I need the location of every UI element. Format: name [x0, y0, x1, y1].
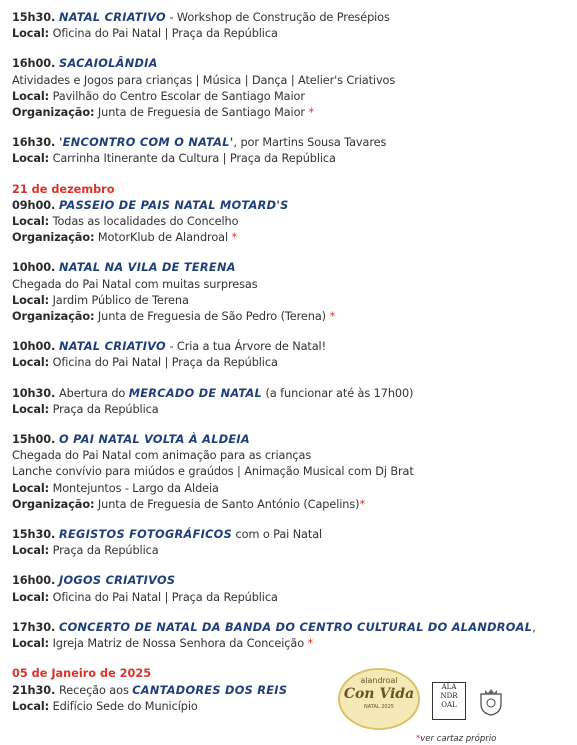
event-date: 05 de Janeiro de 2025 — [12, 667, 152, 681]
event-text: Receção aos — [59, 683, 133, 697]
event-line — [12, 230, 567, 246]
event-title: CONCERTO DE NATAL DA BANDA DO CENTRO CULTURAL DO ALANDROAL — [59, 620, 533, 634]
field-label: Local: — [12, 215, 50, 229]
event-text: , por Martins Sousa Tavares — [233, 136, 387, 150]
event-line — [12, 151, 567, 167]
event-line — [12, 527, 567, 543]
event-block — [12, 339, 567, 371]
event-line — [12, 293, 567, 309]
alandroal-logo: ALA NDR OAL — [432, 682, 466, 720]
event-text: com o Pai Natal — [232, 528, 323, 542]
field-label: Organização: — [12, 106, 95, 120]
event-line — [12, 543, 567, 559]
field-label: Organização: — [12, 231, 95, 245]
field-label: Local: — [12, 590, 50, 604]
footnote — [416, 734, 496, 744]
event-time: 10h00. — [12, 340, 60, 354]
event-line — [12, 590, 567, 606]
event-text: Praça da República — [49, 402, 159, 416]
field-label: Local: — [12, 544, 50, 558]
event-text: - Workshop de Construção de Presépios — [165, 11, 390, 24]
event-line — [12, 448, 567, 464]
event-block — [12, 135, 567, 167]
event-time: 17h30. — [12, 620, 60, 634]
municipal-crest-icon — [478, 686, 504, 716]
event-line — [12, 402, 567, 418]
event-text: Junta de Freguesia de Santiago Maior — [94, 106, 309, 120]
event-line — [12, 339, 567, 355]
field-label: Organização: — [12, 310, 95, 324]
event-block — [12, 10, 567, 42]
event-line — [12, 10, 567, 26]
event-text: (a funcionar até às 17h00) — [262, 386, 414, 400]
event-text: Jardim Público de Terena — [49, 293, 189, 307]
con-vida-logo — [338, 668, 420, 730]
event-title: O PAI NATAL VOLTA À ALDEIA — [59, 433, 250, 447]
event-title: PASSEIO DE PAIS NATAL MOTARD'S — [59, 198, 289, 212]
event-line — [12, 260, 567, 276]
field-label: Local: — [12, 27, 50, 41]
event-block — [12, 527, 567, 559]
event-text: - Cria a tua Árvore de Natal! — [165, 340, 327, 354]
field-label: Local: — [12, 356, 50, 370]
footnote-text: ver cartaz próprio — [420, 734, 497, 744]
event-title: CANTADORES DOS REIS — [132, 683, 288, 697]
field-label: Organização: — [12, 497, 95, 511]
event-time: 15h30. — [12, 528, 60, 542]
event-text: Pavilhão do Centro Escolar de Santiago Maior — [49, 89, 305, 103]
event-line — [12, 309, 567, 325]
event-text: Chegada do Pai Natal com muitas surpresas — [12, 277, 258, 291]
field-label: Local: — [12, 89, 50, 103]
event-time: 10h00. — [12, 261, 60, 275]
event-line — [12, 620, 567, 636]
event-date: 21 de dezembro — [12, 182, 115, 196]
event-block — [12, 260, 567, 325]
event-title: SACAIOLÂNDIA — [59, 57, 158, 71]
event-line — [12, 26, 567, 42]
event-text: MotorKlub de Alandroal — [94, 231, 232, 245]
event-block — [12, 432, 567, 513]
event-text: Carrinha Itinerante da Cultura | Praça da República — [49, 152, 336, 166]
event-line — [12, 56, 567, 72]
event-line — [12, 497, 567, 513]
event-title: NATAL NA VILA DE TERENA — [59, 261, 236, 275]
event-line — [12, 573, 567, 589]
event-time: 16h00. — [12, 574, 60, 588]
event-title: NATAL CRIATIVO — [59, 11, 166, 24]
event-text: Oficina do Pai Natal | Praça da República — [49, 356, 278, 370]
event-block — [12, 620, 567, 652]
event-line — [12, 636, 567, 652]
field-label: Local: — [12, 152, 50, 166]
badge-title: Con Vida — [343, 686, 415, 702]
badge-subtitle: NATAL 2025 — [364, 704, 394, 710]
event-line — [12, 355, 567, 371]
event-text: Igreja Matriz de Nossa Senhora da Conceição — [49, 637, 308, 651]
event-line — [12, 135, 567, 151]
event-text: Todas as localidades do Concelho — [49, 215, 239, 229]
event-time: 09h00. — [12, 198, 60, 212]
event-line — [12, 73, 567, 89]
see-poster-asterisk: * — [231, 231, 238, 245]
event-title: JOGOS CRIATIVOS — [59, 574, 176, 588]
event-block — [12, 573, 567, 605]
field-label: Local: — [12, 637, 50, 651]
event-text: Junta de Freguesia de São Pedro (Terena) — [94, 310, 330, 324]
event-text: Lanche convívio para miúdos e graúdos | Animação Musical com Dj Brat — [12, 465, 414, 479]
field-label: Local: — [12, 699, 50, 713]
event-line — [12, 89, 567, 105]
event-time: 15h00. — [12, 433, 60, 447]
event-line — [12, 432, 567, 448]
event-line — [12, 105, 567, 121]
event-title: 'ENCONTRO COM O NATAL' — [59, 136, 234, 150]
event-line — [12, 277, 567, 293]
field-label: Local: — [12, 293, 50, 307]
event-line — [12, 386, 567, 402]
field-label: Local: — [12, 481, 50, 495]
event-text: Chegada do Pai Natal com animação para as crianças — [12, 449, 312, 463]
event-line — [12, 198, 567, 214]
event-text: , — [532, 620, 536, 634]
event-block — [12, 56, 567, 121]
event-text: Montejuntos - Largo da Aldeia — [49, 481, 219, 495]
see-poster-asterisk: * — [329, 310, 336, 324]
event-time: 21h30. — [12, 683, 60, 697]
see-poster-asterisk: * — [307, 637, 314, 651]
event-text: Abertura do — [59, 386, 129, 400]
event-text: Oficina do Pai Natal | Praça da República — [49, 590, 278, 604]
sponsor-logos — [336, 666, 576, 745]
badge-top-text: alandroal — [360, 676, 398, 685]
event-time: 16h30. — [12, 136, 60, 150]
event-time: 16h00. — [12, 57, 60, 71]
event-text: Oficina do Pai Natal | Praça da República — [49, 27, 278, 41]
event-line — [12, 464, 567, 480]
event-line — [12, 481, 567, 497]
event-time: 10h30. — [12, 386, 60, 400]
event-text: Junta de Freguesia de Santo António (Capelins) — [94, 497, 360, 511]
event-line — [12, 214, 567, 230]
field-label: Local: — [12, 402, 50, 416]
event-block — [12, 386, 567, 418]
event-text: Praça da República — [49, 544, 159, 558]
footnote-asterisk: * — [416, 734, 421, 744]
program-list — [12, 10, 567, 729]
event-block — [12, 182, 567, 247]
event-title: REGISTOS FOTOGRÁFICOS — [59, 528, 233, 542]
event-title: MERCADO DE NATAL — [128, 386, 263, 400]
see-poster-asterisk: * — [359, 497, 366, 511]
event-title: NATAL CRIATIVO — [59, 340, 166, 354]
see-poster-asterisk: * — [308, 106, 314, 120]
event-text: Atividades e Jogos para crianças | Música | Dança | Atelier's Criativos — [12, 73, 396, 87]
event-time: 15h30. — [12, 11, 60, 24]
event-text: Edifício Sede do Município — [49, 699, 198, 713]
